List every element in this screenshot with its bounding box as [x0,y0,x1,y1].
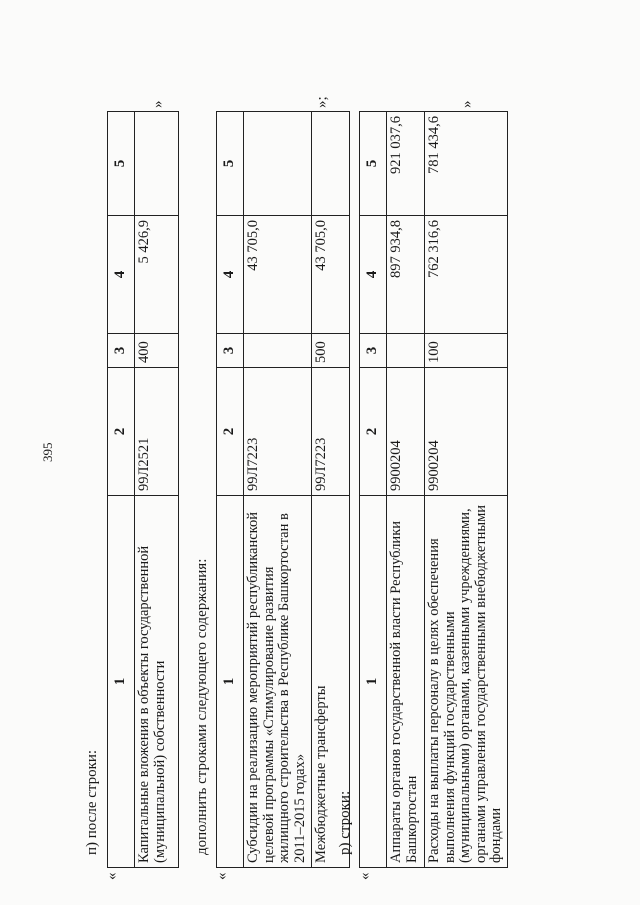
quote-close-add: »; [314,96,330,108]
cell-value-4: 43 705,0 [244,216,312,334]
cell-value-5 [244,112,312,216]
quote-close-r: » [459,100,475,108]
col-header: 5 [108,112,135,216]
quote-open-add: « [214,872,230,880]
cell-value-4: 762 316,6 [425,216,508,334]
col-header: 1 [217,496,244,868]
section-add-heading: дополнить строками следующего содержания: [194,558,210,855]
cell-code: 9900204 [387,368,425,496]
table-row [135,112,179,868]
cell-value-4: 43 705,0 [312,216,350,334]
cell-type: 500 [312,334,350,368]
rotated-content [82,20,640,880]
cell-type [387,334,425,368]
quote-open-p: « [104,872,120,880]
table-row [387,112,425,868]
cell-name: Капитальные вложения в объекты государственной (муниципальной) собственности [135,496,179,868]
table-header-row [360,112,387,868]
col-header: 2 [360,368,387,496]
table-p [107,111,179,868]
table-row [244,112,312,868]
cell-type: 400 [135,334,179,368]
cell-name: Расходы на выплаты персоналу в целях обеспечения выполнения функций государственными (муниципальными) органами, казенными учреждениями, органами управления государственными внебюджетными фондами [425,496,508,868]
table-add [216,111,350,868]
quote-close-p: » [150,100,166,108]
quote-open-r: « [357,872,373,880]
col-header: 4 [360,216,387,334]
table-r [359,111,508,868]
col-header: 3 [217,334,244,368]
col-header: 3 [108,334,135,368]
cell-type: 100 [425,334,508,368]
cell-value-5: 921 037,6 [387,112,425,216]
section-p-heading: п) после строки: [84,749,100,855]
col-header: 2 [217,368,244,496]
cell-code: 99Л7223 [312,368,350,496]
col-header: 4 [217,216,244,334]
col-header: 1 [108,496,135,868]
table-header-row [108,112,135,868]
table-row [312,112,350,868]
cell-code: 9900204 [425,368,508,496]
col-header: 1 [360,496,387,868]
col-header: 5 [360,112,387,216]
col-header: 3 [360,334,387,368]
cell-value-5 [135,112,179,216]
cell-type [244,334,312,368]
cell-name: Межбюджетные трансферты [312,496,350,868]
col-header: 5 [217,112,244,216]
cell-name: Аппараты органов государственной власти Республики Башкортостан [387,496,425,868]
cell-value-4: 897 934,8 [387,216,425,334]
table-row [425,112,508,868]
cell-name: Субсидии на реализацию мероприятий республиканской целевой программы «Стимулирование развития жилищного строительства в Республике Башкортостан в 2011–2015 годах» [244,496,312,868]
col-header: 4 [108,216,135,334]
table-header-row [217,112,244,868]
col-header: 2 [108,368,135,496]
cell-value-4: 5 426,9 [135,216,179,334]
cell-code: 99Л7223 [244,368,312,496]
cell-code: 99Л2521 [135,368,179,496]
cell-value-5 [312,112,350,216]
cell-value-5: 781 434,6 [425,112,508,216]
page-number: 395 [40,442,55,462]
section-r-heading: р) строки: [337,790,353,855]
